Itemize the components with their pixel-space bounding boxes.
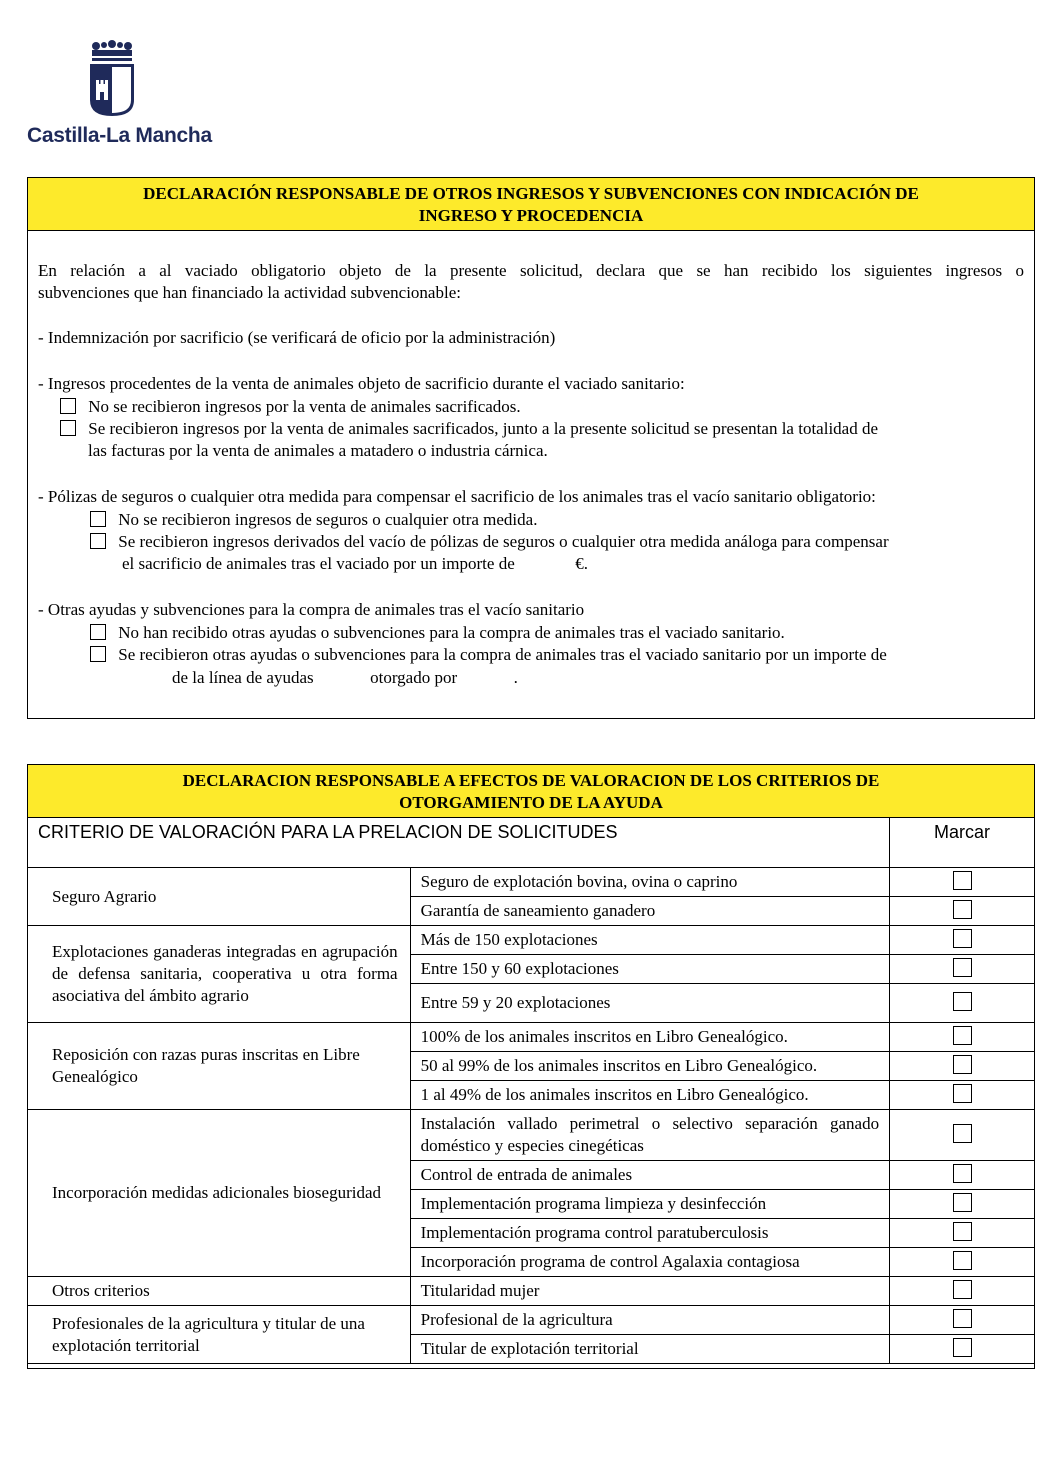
logo-text: Castilla-La Mancha	[27, 124, 212, 147]
mark-cell	[890, 1219, 1035, 1248]
column-header-mark: Marcar	[890, 818, 1035, 868]
sales-income-heading: - Ingresos procedentes de la venta de animales objeto de sacrificio durante el vaciado sanitario:	[38, 374, 685, 393]
checkbox[interactable]	[953, 871, 972, 890]
mark-cell	[890, 868, 1035, 897]
mark-cell	[890, 926, 1035, 955]
checkbox[interactable]	[60, 420, 76, 436]
checkbox[interactable]	[90, 533, 106, 549]
table-row	[28, 1306, 1035, 1335]
option-label: Entre 59 y 20 explotaciones	[410, 984, 889, 1023]
checkbox[interactable]	[953, 1124, 972, 1143]
checkbox[interactable]	[953, 1338, 972, 1357]
option-label: 100% de los animales inscritos en Libro Genealógico.	[410, 1023, 889, 1052]
table-row	[28, 1110, 1035, 1161]
mark-cell	[890, 1161, 1035, 1190]
checkbox[interactable]	[953, 1084, 972, 1103]
option-text: de la línea de ayudas otorgado por .	[172, 668, 518, 687]
declaration-other-income-section	[27, 177, 1035, 719]
option-row: No se recibieron ingresos de seguros o cualquier otra medida.	[90, 509, 537, 531]
mark-cell	[890, 984, 1035, 1023]
checkbox[interactable]	[953, 1222, 972, 1241]
mark-cell	[890, 1190, 1035, 1219]
option-label: Entre 150 y 60 explotaciones	[410, 955, 889, 984]
checkbox[interactable]	[953, 992, 972, 1011]
mark-cell	[890, 1277, 1035, 1306]
checkbox[interactable]	[90, 624, 106, 640]
group-label: Incorporación medidas adicionales bioseguridad	[28, 1110, 411, 1277]
option-row: Se recibieron ingresos por la venta de animales sacrificados, junto a la presente solicitud se presentan la totalidad de	[60, 418, 878, 440]
mark-cell	[890, 897, 1035, 926]
table-row	[28, 868, 1035, 897]
option-row: Se recibieron otras ayudas o subvenciones para la compra de animales tras el vaciado sanitario por un importe de	[90, 644, 887, 666]
checkbox[interactable]	[953, 900, 972, 919]
checkbox[interactable]	[953, 1026, 972, 1045]
checkbox[interactable]	[90, 511, 106, 527]
option-label: Incorporación programa de control Agalaxia contagiosa	[410, 1248, 889, 1277]
checkbox[interactable]	[60, 398, 76, 414]
option-row: Se recibieron ingresos derivados del vacío de pólizas de seguros o cualquier otra medida análoga para compensar	[90, 531, 889, 553]
mark-cell	[890, 1248, 1035, 1277]
checkbox[interactable]	[953, 1251, 972, 1270]
evaluation-criteria-section	[27, 764, 1035, 1369]
checkbox[interactable]	[953, 958, 972, 977]
option-label: Seguro de explotación bovina, ovina o caprino	[410, 868, 889, 897]
group-label: Explotaciones ganaderas integradas en agrupación de defensa sanitaria, cooperativa u otra forma asociativa del ámbito agrario	[28, 926, 411, 1023]
checkbox[interactable]	[953, 929, 972, 948]
option-label: Más de 150 explotaciones	[410, 926, 889, 955]
other-aid-heading: - Otras ayudas y subvenciones para la compra de animales tras el vacío sanitario	[38, 600, 585, 619]
mark-cell	[890, 1335, 1035, 1364]
intro-text: En relación a al vaciado obligatorio objeto de la presente solicitud, declara que se han recibido los siguientes ingresos o	[38, 261, 1024, 280]
checkbox[interactable]	[953, 1164, 972, 1183]
group-label: Profesionales de la agricultura y titular de una explotación territorial	[28, 1306, 411, 1364]
column-header-criteria: CRITERIO DE VALORACIÓN PARA LA PRELACION DE SOLICITUDES	[28, 818, 890, 868]
option-label: Implementación programa limpieza y desinfección	[410, 1190, 889, 1219]
mark-cell	[890, 955, 1035, 984]
checkbox[interactable]	[953, 1055, 972, 1074]
mark-cell	[890, 1023, 1035, 1052]
checkbox[interactable]	[90, 646, 106, 662]
checkbox[interactable]	[953, 1280, 972, 1299]
checkbox[interactable]	[953, 1309, 972, 1328]
option-text: el sacrificio de animales tras el vaciado por un importe de €.	[122, 554, 588, 573]
group-label: Otros criterios	[28, 1277, 411, 1306]
compensation-item: - Indemnización por sacrificio (se verificará de oficio por la administración)	[38, 328, 556, 347]
insurance-heading: - Pólizas de seguros o cualquier otra medida para compensar el sacrificio de los animales tras el vacío sanitario obligatorio:	[38, 487, 876, 506]
section-title: DECLARACION RESPONSABLE A EFECTOS DE VALORACION DE LOS CRITERIOS DE OTORGAMIENTO DE LA AYUDA	[28, 765, 1034, 818]
option-label: Profesional de la agricultura	[410, 1306, 889, 1335]
group-label: Reposición con razas puras inscritas en Libre Genealógico	[28, 1023, 411, 1110]
intro-text: subvenciones que han financiado la actividad subvencionable:	[38, 283, 461, 302]
option-text: las facturas por la venta de animales a matadero o industria cárnica.	[88, 441, 548, 460]
option-row: No han recibido otras ayudas o subvenciones para la compra de animales tras el vaciado sanitario.	[90, 622, 785, 644]
option-label: 50 al 99% de los animales inscritos en Libro Genealógico.	[410, 1052, 889, 1081]
table-header-row	[28, 818, 1035, 868]
option-label: 1 al 49% de los animales inscritos en Libro Genealógico.	[410, 1081, 889, 1110]
option-label: Titularidad mujer	[410, 1277, 889, 1306]
table-row	[28, 1023, 1035, 1052]
castilla-la-mancha-emblem-icon	[88, 40, 136, 118]
group-label: Seguro Agrario	[28, 868, 411, 926]
mark-cell	[890, 1052, 1035, 1081]
mark-cell	[890, 1081, 1035, 1110]
checkbox[interactable]	[953, 1193, 972, 1212]
table-row	[28, 1277, 1035, 1306]
mark-cell	[890, 1110, 1035, 1161]
option-label: Titular de explotación territorial	[410, 1335, 889, 1364]
option-row: No se recibieron ingresos por la venta de animales sacrificados.	[60, 396, 521, 418]
mark-cell	[890, 1306, 1035, 1335]
option-label: Implementación programa control paratuberculosis	[410, 1219, 889, 1248]
table-row	[28, 926, 1035, 955]
criteria-table	[27, 817, 1035, 1364]
option-label: Control de entrada de animales	[410, 1161, 889, 1190]
logo	[26, 40, 212, 152]
section-title: DECLARACIÓN RESPONSABLE DE OTROS INGRESOS Y SUBVENCIONES CON INDICACIÓN DE INGRESO Y PROCEDENCIA	[28, 178, 1034, 231]
option-label: Instalación vallado perimetral o selectivo separación ganado doméstico y especies cinegéticas	[410, 1110, 889, 1161]
option-label: Garantía de saneamiento ganadero	[410, 897, 889, 926]
